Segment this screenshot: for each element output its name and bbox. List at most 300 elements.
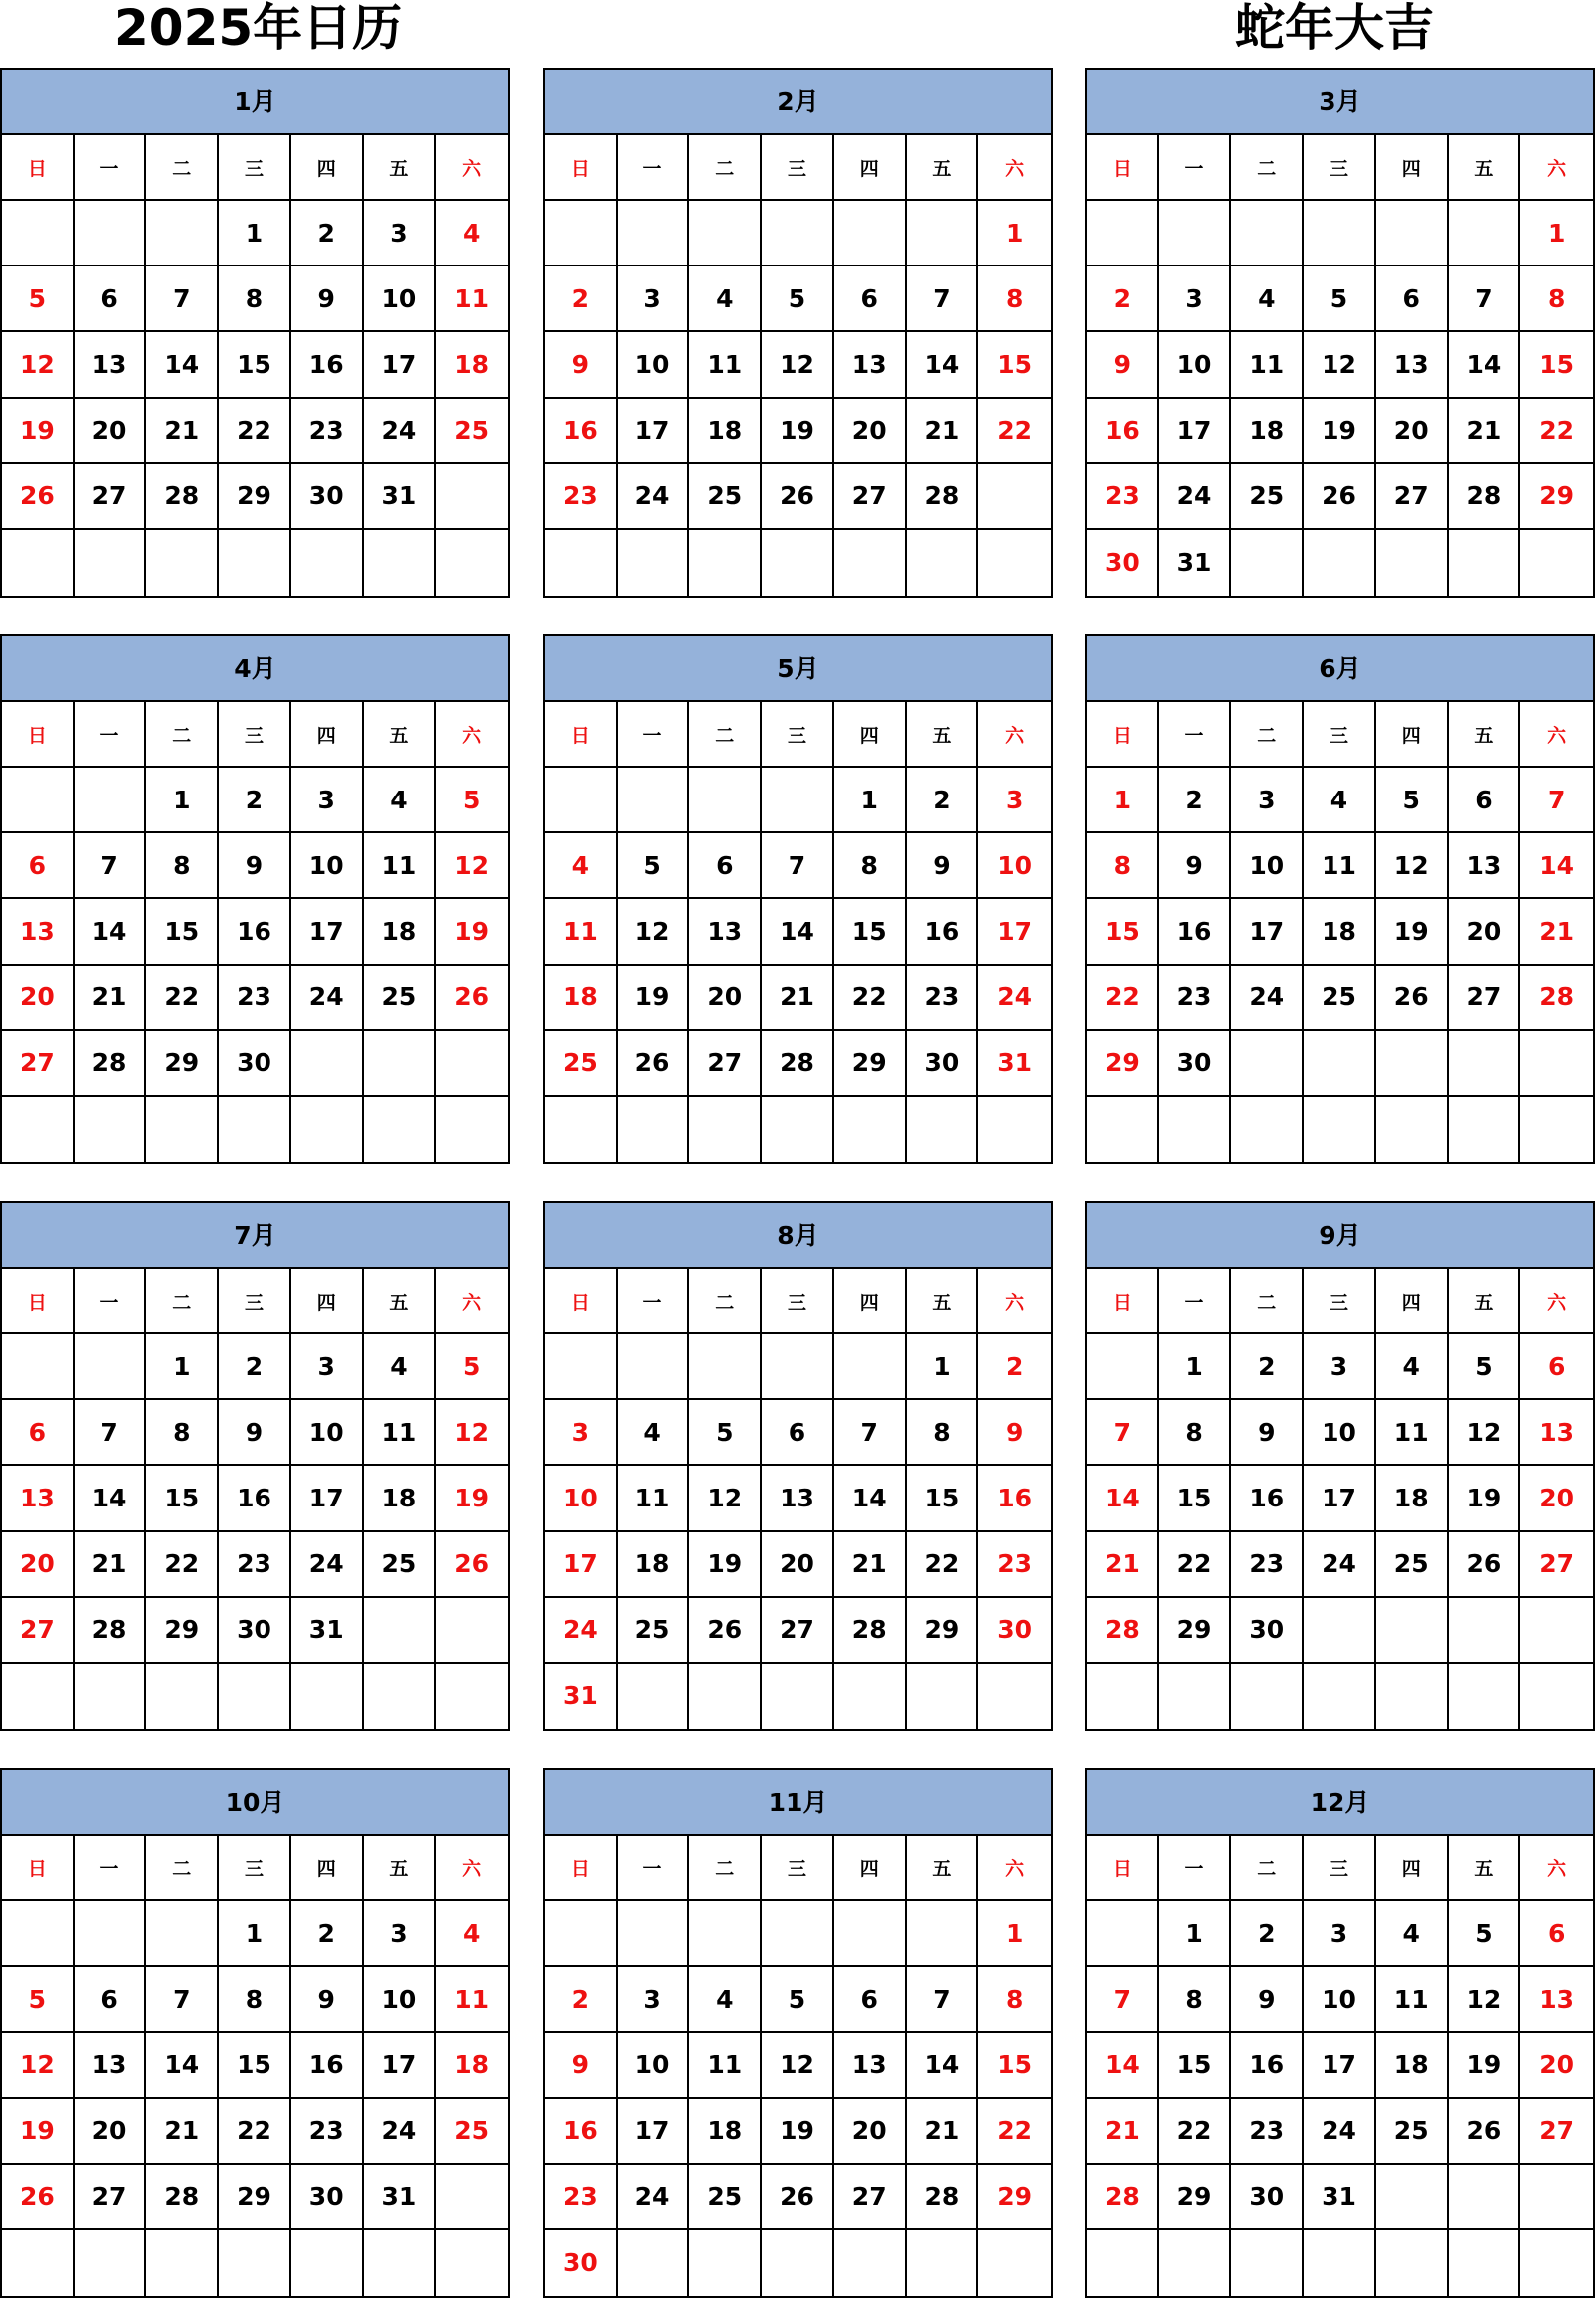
day-cell: 14 (907, 332, 979, 398)
day-cell: 19 (2, 399, 75, 464)
day-cell: 6 (1520, 1334, 1593, 1400)
day-cell: 5 (436, 768, 508, 833)
month-block (1085, 634, 1595, 1164)
empty-day-cell (1304, 2230, 1376, 2296)
day-cell: 9 (1231, 1967, 1304, 2033)
empty-day-cell (146, 1901, 219, 1967)
day-cell: 23 (545, 464, 618, 530)
weekday-label: 五 (364, 1269, 437, 1334)
day-cell: 25 (364, 966, 437, 1031)
day-cell: 23 (291, 2099, 364, 2165)
weekday-label: 五 (364, 1836, 437, 1901)
day-cell: 1 (907, 1334, 979, 1400)
day-cell: 16 (1231, 1466, 1304, 1531)
day-cell: 29 (907, 1598, 979, 1664)
day-cell: 16 (219, 899, 291, 965)
day-cell: 26 (1376, 966, 1449, 1031)
day-cell: 2 (978, 1334, 1051, 1400)
day-cell: 27 (1520, 2099, 1593, 2165)
day-cell: 31 (364, 2165, 437, 2230)
day-cell: 10 (978, 833, 1051, 899)
day-cell: 12 (436, 1400, 508, 1466)
day-cell: 18 (689, 399, 762, 464)
empty-day-cell (978, 2230, 1051, 2296)
day-cell: 7 (146, 1967, 219, 2033)
day-cell: 10 (364, 266, 437, 332)
empty-day-cell (75, 1901, 147, 1967)
day-cell: 22 (834, 966, 907, 1031)
day-cell: 18 (1376, 2033, 1449, 2098)
day-cell: 21 (762, 966, 834, 1031)
empty-day-cell (689, 2230, 762, 2296)
page-title: 2025年日历 (114, 0, 403, 57)
month-grid (1087, 1269, 1593, 1729)
day-cell: 7 (907, 1967, 979, 2033)
day-cell: 13 (1520, 1400, 1593, 1466)
day-cell: 27 (2, 1031, 75, 1097)
day-cell: 17 (978, 899, 1051, 965)
day-cell: 19 (1449, 2033, 1521, 2098)
weekday-label: 五 (1449, 135, 1521, 201)
empty-day-cell (1520, 2165, 1593, 2230)
empty-day-cell (1231, 1664, 1304, 1729)
empty-day-cell (618, 1901, 690, 1967)
month-header: 10月 (2, 1770, 508, 1836)
day-cell: 17 (618, 2099, 690, 2165)
empty-day-cell (907, 1664, 979, 1729)
empty-day-cell (1449, 1598, 1521, 1664)
weekday-label: 三 (1304, 1836, 1376, 1901)
day-cell: 29 (1087, 1031, 1159, 1097)
day-cell: 23 (1231, 1532, 1304, 1598)
empty-day-cell (146, 2230, 219, 2296)
day-cell: 15 (146, 1466, 219, 1531)
day-cell: 7 (762, 833, 834, 899)
day-cell: 5 (618, 833, 690, 899)
day-cell: 8 (907, 1400, 979, 1466)
weekday-label: 六 (1520, 1269, 1593, 1334)
day-cell: 19 (436, 899, 508, 965)
month-block (1085, 1201, 1595, 1731)
day-cell: 6 (689, 833, 762, 899)
weekday-label: 日 (2, 135, 75, 201)
weekday-label: 四 (834, 702, 907, 768)
day-cell: 2 (219, 768, 291, 833)
day-cell: 27 (834, 2165, 907, 2230)
weekday-label: 五 (1449, 1836, 1521, 1901)
empty-day-cell (689, 1901, 762, 1967)
empty-day-cell (907, 201, 979, 266)
empty-day-cell (2, 768, 75, 833)
day-cell: 22 (978, 2099, 1051, 2165)
day-cell: 19 (618, 966, 690, 1031)
day-cell: 31 (978, 1031, 1051, 1097)
day-cell: 9 (907, 833, 979, 899)
weekday-label: 四 (1376, 1836, 1449, 1901)
day-cell: 20 (1449, 899, 1521, 965)
empty-day-cell (1304, 1097, 1376, 1162)
weekday-label: 二 (1231, 702, 1304, 768)
empty-day-cell (291, 1664, 364, 1729)
weekday-label: 日 (1087, 135, 1159, 201)
empty-day-cell (1159, 2230, 1232, 2296)
day-cell: 26 (1449, 1532, 1521, 1598)
day-cell: 2 (1087, 266, 1159, 332)
day-cell: 15 (219, 2033, 291, 2098)
day-cell: 16 (1231, 2033, 1304, 2098)
month-block (0, 634, 510, 1164)
day-cell: 7 (907, 266, 979, 332)
empty-day-cell (618, 1334, 690, 1400)
empty-day-cell (75, 1097, 147, 1162)
day-cell: 24 (545, 1598, 618, 1664)
month-header: 11月 (545, 1770, 1051, 1836)
day-cell: 12 (2, 332, 75, 398)
day-cell: 3 (978, 768, 1051, 833)
empty-day-cell (1520, 1031, 1593, 1097)
day-cell: 21 (834, 1532, 907, 1598)
weekday-label: 三 (219, 1269, 291, 1334)
day-cell: 21 (907, 399, 979, 464)
day-cell: 19 (1304, 399, 1376, 464)
day-cell: 8 (978, 266, 1051, 332)
day-cell: 27 (834, 464, 907, 530)
day-cell: 10 (1231, 833, 1304, 899)
month-block (543, 634, 1053, 1164)
day-cell: 26 (689, 1598, 762, 1664)
day-cell: 29 (1159, 2165, 1232, 2230)
empty-day-cell (2, 1334, 75, 1400)
empty-day-cell (2, 201, 75, 266)
day-cell: 13 (1376, 332, 1449, 398)
empty-day-cell (762, 1334, 834, 1400)
day-cell: 4 (436, 201, 508, 266)
day-cell: 14 (1087, 2033, 1159, 2098)
day-cell: 14 (907, 2033, 979, 2098)
weekday-label: 三 (219, 1836, 291, 1901)
month-grid (2, 702, 508, 1162)
day-cell: 14 (1520, 833, 1593, 899)
weekday-label: 六 (436, 135, 508, 201)
empty-day-cell (762, 2230, 834, 2296)
empty-day-cell (1304, 201, 1376, 266)
month-header: 9月 (1087, 1203, 1593, 1269)
day-cell: 25 (1376, 1532, 1449, 1598)
day-cell: 7 (1087, 1967, 1159, 2033)
weekday-label: 六 (978, 1269, 1051, 1334)
day-cell: 31 (291, 1598, 364, 1664)
month-header: 3月 (1087, 70, 1593, 135)
day-cell: 4 (1376, 1901, 1449, 1967)
weekday-label: 日 (2, 702, 75, 768)
weekday-label: 二 (146, 1836, 219, 1901)
day-cell: 13 (762, 1466, 834, 1531)
weekday-label: 四 (1376, 702, 1449, 768)
weekday-label: 五 (907, 1836, 979, 1901)
empty-day-cell (2, 1901, 75, 1967)
empty-day-cell (618, 201, 690, 266)
weekday-label: 一 (1159, 702, 1232, 768)
day-cell: 15 (1520, 332, 1593, 398)
day-cell: 18 (436, 332, 508, 398)
empty-day-cell (1376, 530, 1449, 596)
empty-day-cell (219, 530, 291, 596)
day-cell: 27 (2, 1598, 75, 1664)
day-cell: 5 (2, 266, 75, 332)
weekday-label: 六 (436, 1836, 508, 1901)
day-cell: 18 (1376, 1466, 1449, 1531)
day-cell: 5 (1449, 1334, 1521, 1400)
day-cell: 15 (219, 332, 291, 398)
empty-day-cell (75, 530, 147, 596)
day-cell: 29 (219, 2165, 291, 2230)
day-cell: 17 (1304, 2033, 1376, 2098)
empty-day-cell (2, 530, 75, 596)
day-cell: 7 (1449, 266, 1521, 332)
day-cell: 23 (1231, 2099, 1304, 2165)
day-cell: 7 (146, 266, 219, 332)
empty-day-cell (291, 2230, 364, 2296)
day-cell: 12 (436, 833, 508, 899)
day-cell: 24 (1231, 966, 1304, 1031)
day-cell: 7 (1087, 1400, 1159, 1466)
day-cell: 25 (436, 399, 508, 464)
empty-day-cell (834, 201, 907, 266)
empty-day-cell (1376, 1598, 1449, 1664)
empty-day-cell (219, 1664, 291, 1729)
weekday-label: 日 (545, 702, 618, 768)
weekday-label: 日 (545, 135, 618, 201)
day-cell: 10 (545, 1466, 618, 1531)
day-cell: 2 (219, 1334, 291, 1400)
weekday-label: 一 (75, 1836, 147, 1901)
weekday-label: 五 (364, 135, 437, 201)
weekday-label: 二 (689, 1836, 762, 1901)
day-cell: 8 (834, 833, 907, 899)
empty-day-cell (1087, 1334, 1159, 1400)
day-cell: 18 (618, 1532, 690, 1598)
weekday-label: 日 (1087, 702, 1159, 768)
empty-day-cell (689, 201, 762, 266)
day-cell: 1 (1159, 1334, 1232, 1400)
day-cell: 9 (291, 1967, 364, 2033)
day-cell: 13 (834, 2033, 907, 2098)
month-grid (545, 135, 1051, 596)
empty-day-cell (1231, 1031, 1304, 1097)
day-cell: 21 (75, 1532, 147, 1598)
day-cell: 28 (834, 1598, 907, 1664)
empty-day-cell (1304, 530, 1376, 596)
day-cell: 21 (1087, 2099, 1159, 2165)
day-cell: 20 (75, 399, 147, 464)
empty-day-cell (364, 1664, 437, 1729)
day-cell: 29 (146, 1031, 219, 1097)
empty-day-cell (75, 1334, 147, 1400)
day-cell: 25 (618, 1598, 690, 1664)
day-cell: 2 (1231, 1334, 1304, 1400)
empty-day-cell (1449, 2165, 1521, 2230)
empty-day-cell (834, 1097, 907, 1162)
day-cell: 21 (1087, 1532, 1159, 1598)
day-cell: 12 (1304, 332, 1376, 398)
weekday-label: 四 (834, 135, 907, 201)
empty-day-cell (436, 1031, 508, 1097)
day-cell: 30 (1231, 1598, 1304, 1664)
day-cell: 17 (291, 899, 364, 965)
month-header: 6月 (1087, 636, 1593, 702)
weekday-label: 日 (1087, 1269, 1159, 1334)
day-cell: 13 (1520, 1967, 1593, 2033)
empty-day-cell (1520, 1664, 1593, 1729)
day-cell: 6 (75, 266, 147, 332)
day-cell: 17 (364, 332, 437, 398)
weekday-label: 一 (618, 702, 690, 768)
empty-day-cell (2, 1097, 75, 1162)
weekday-label: 六 (436, 1269, 508, 1334)
day-cell: 8 (1159, 1967, 1232, 2033)
empty-day-cell (545, 530, 618, 596)
page-subtitle: 蛇年大吉 (1235, 0, 1434, 57)
day-cell: 2 (1231, 1901, 1304, 1967)
empty-day-cell (545, 1334, 618, 1400)
month-block (543, 1201, 1053, 1731)
empty-day-cell (436, 2230, 508, 2296)
weekday-label: 一 (1159, 1836, 1232, 1901)
day-cell: 16 (291, 332, 364, 398)
month-block (0, 1201, 510, 1731)
day-cell: 4 (364, 1334, 437, 1400)
empty-day-cell (2, 2230, 75, 2296)
day-cell: 18 (689, 2099, 762, 2165)
empty-day-cell (219, 1097, 291, 1162)
weekday-label: 五 (907, 135, 979, 201)
empty-day-cell (978, 1664, 1051, 1729)
day-cell: 17 (618, 399, 690, 464)
empty-day-cell (545, 1097, 618, 1162)
day-cell: 20 (1376, 399, 1449, 464)
month-header: 5月 (545, 636, 1051, 702)
empty-day-cell (1087, 2230, 1159, 2296)
day-cell: 24 (618, 464, 690, 530)
day-cell: 12 (2, 2033, 75, 2098)
empty-day-cell (219, 2230, 291, 2296)
day-cell: 4 (364, 768, 437, 833)
day-cell: 5 (2, 1967, 75, 2033)
day-cell: 3 (1159, 266, 1232, 332)
empty-day-cell (689, 1664, 762, 1729)
weekday-label: 六 (1520, 702, 1593, 768)
empty-day-cell (1304, 1598, 1376, 1664)
day-cell: 1 (978, 1901, 1051, 1967)
day-cell: 11 (1304, 833, 1376, 899)
day-cell: 22 (1520, 399, 1593, 464)
empty-day-cell (1231, 2230, 1304, 2296)
day-cell: 3 (545, 1400, 618, 1466)
day-cell: 9 (219, 1400, 291, 1466)
day-cell: 13 (2, 1466, 75, 1531)
day-cell: 20 (834, 2099, 907, 2165)
empty-day-cell (545, 201, 618, 266)
day-cell: 17 (1304, 1466, 1376, 1531)
day-cell: 9 (291, 266, 364, 332)
weekday-label: 四 (1376, 135, 1449, 201)
day-cell: 23 (1087, 464, 1159, 530)
empty-day-cell (762, 768, 834, 833)
day-cell: 2 (291, 1901, 364, 1967)
day-cell: 11 (689, 2033, 762, 2098)
day-cell: 6 (1520, 1901, 1593, 1967)
empty-day-cell (1087, 1097, 1159, 1162)
empty-day-cell (1304, 1031, 1376, 1097)
empty-day-cell (762, 530, 834, 596)
day-cell: 24 (618, 2165, 690, 2230)
day-cell: 10 (1304, 1967, 1376, 2033)
empty-day-cell (146, 1097, 219, 1162)
empty-day-cell (762, 201, 834, 266)
empty-day-cell (1449, 1664, 1521, 1729)
empty-day-cell (1449, 2230, 1521, 2296)
empty-day-cell (907, 1901, 979, 1967)
day-cell: 3 (364, 1901, 437, 1967)
day-cell: 13 (75, 332, 147, 398)
day-cell: 6 (1376, 266, 1449, 332)
day-cell: 12 (689, 1466, 762, 1531)
empty-day-cell (689, 530, 762, 596)
empty-day-cell (1449, 1031, 1521, 1097)
day-cell: 14 (146, 332, 219, 398)
empty-day-cell (1449, 1097, 1521, 1162)
day-cell: 19 (1449, 1466, 1521, 1531)
weekday-label: 五 (1449, 1269, 1521, 1334)
weekday-label: 一 (1159, 135, 1232, 201)
weekday-label: 日 (2, 1269, 75, 1334)
empty-day-cell (618, 768, 690, 833)
day-cell: 15 (834, 899, 907, 965)
day-cell: 5 (762, 1967, 834, 2033)
day-cell: 6 (75, 1967, 147, 2033)
empty-day-cell (1376, 2165, 1449, 2230)
weekday-label: 五 (1449, 702, 1521, 768)
day-cell: 26 (762, 464, 834, 530)
empty-day-cell (1087, 1901, 1159, 1967)
day-cell: 28 (1087, 2165, 1159, 2230)
weekday-label: 四 (1376, 1269, 1449, 1334)
weekday-label: 日 (1087, 1836, 1159, 1901)
day-cell: 9 (1159, 833, 1232, 899)
day-cell: 25 (689, 464, 762, 530)
empty-day-cell (1376, 2230, 1449, 2296)
weekday-label: 四 (291, 1836, 364, 1901)
day-cell: 3 (291, 768, 364, 833)
day-cell: 1 (219, 201, 291, 266)
day-cell: 26 (762, 2165, 834, 2230)
empty-day-cell (1159, 201, 1232, 266)
day-cell: 28 (146, 2165, 219, 2230)
day-cell: 28 (146, 464, 219, 530)
day-cell: 4 (689, 266, 762, 332)
day-cell: 4 (1304, 768, 1376, 833)
weekday-label: 一 (618, 1269, 690, 1334)
day-cell: 25 (689, 2165, 762, 2230)
day-cell: 13 (1449, 833, 1521, 899)
empty-day-cell (75, 1664, 147, 1729)
day-cell: 9 (219, 833, 291, 899)
weekday-label: 二 (146, 1269, 219, 1334)
day-cell: 13 (2, 899, 75, 965)
weekday-label: 三 (762, 702, 834, 768)
day-cell: 4 (618, 1400, 690, 1466)
day-cell: 28 (907, 2165, 979, 2230)
